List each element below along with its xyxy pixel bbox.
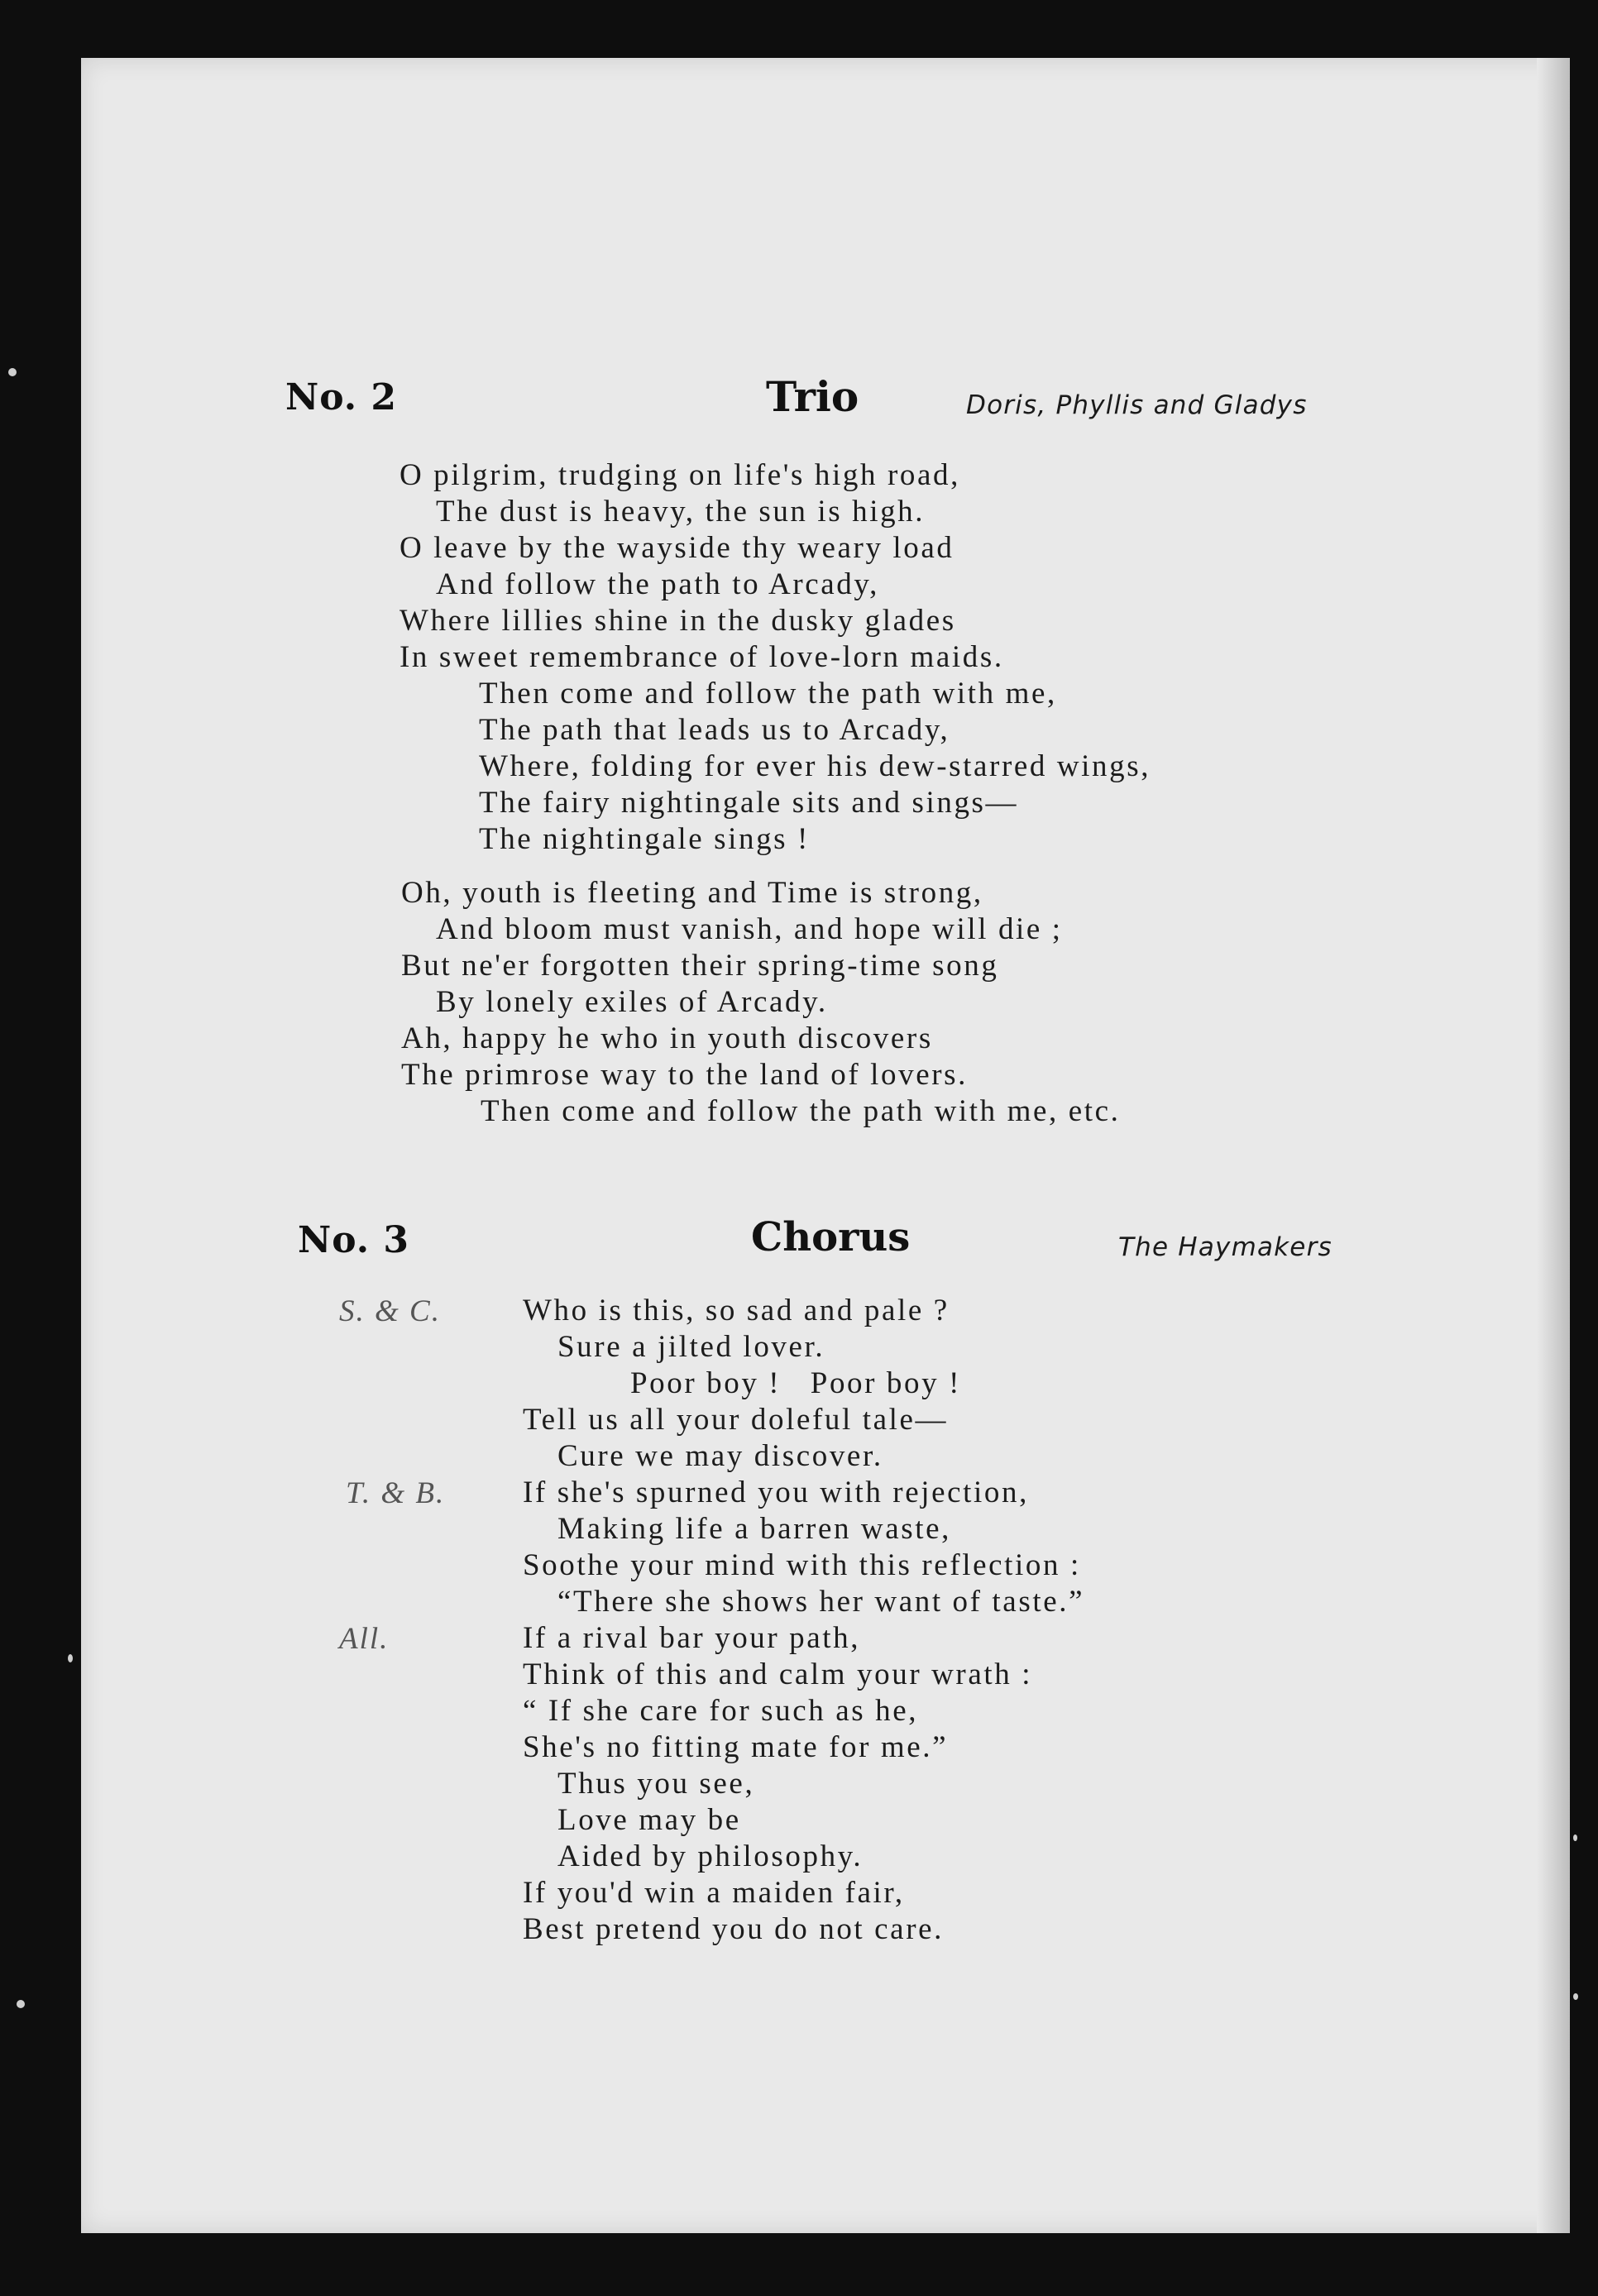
section-performers: Doris, Phyllis and Gladys: [966, 390, 1308, 420]
voice-label: T. & B.: [346, 1476, 446, 1510]
verse-line: Poor boy ! Poor boy !: [630, 1366, 961, 1400]
verse-line: “ If she care for such as he,: [523, 1694, 919, 1728]
verse-line: O pilgrim, trudging on life's high road,: [400, 458, 960, 492]
section-performers: The Haymakers: [1118, 1232, 1332, 1262]
verse-line: If you'd win a maiden fair,: [523, 1876, 905, 1910]
verse-line: Oh, youth is fleeting and Time is strong,: [401, 876, 983, 910]
edge-speck: [1573, 1834, 1577, 1841]
verse-line: Then come and follow the path with me,: [479, 677, 1057, 710]
verse-line: Love may be: [557, 1803, 741, 1837]
verse-line: Ah, happy he who in youth discovers: [401, 1021, 933, 1055]
verse-line: Aided by philosophy.: [557, 1839, 864, 1873]
edge-speck: [8, 368, 17, 376]
section-title: Chorus: [751, 1214, 911, 1260]
voice-label: S. & C.: [339, 1294, 441, 1328]
edge-speck: [1573, 1993, 1578, 2000]
verse-line: “There she shows her want of taste.”: [557, 1585, 1085, 1619]
verse-line: Think of this and calm your wrath :: [523, 1657, 1033, 1691]
verse-line: By lonely exiles of Arcady.: [436, 985, 828, 1019]
section-number: No. 3: [298, 1219, 410, 1261]
verse-line: Then come and follow the path with me, etc.: [481, 1094, 1121, 1128]
verse-line: And follow the path to Arcady,: [436, 567, 879, 601]
verse-line: Making life a barren waste,: [557, 1512, 952, 1546]
verse-line: In sweet remembrance of love-lorn maids.: [400, 640, 1004, 674]
verse-line: Thus you see,: [557, 1767, 755, 1801]
verse-line: Best pretend you do not care.: [523, 1912, 944, 1946]
section-title: Trio: [766, 372, 859, 421]
edge-speck: [68, 1654, 73, 1662]
verse-line: Tell us all your doleful tale—: [523, 1403, 949, 1437]
section-number: No. 2: [285, 376, 398, 419]
verse-line: Where, folding for ever his dew-starred wings,: [479, 749, 1151, 783]
verse-line: And bloom must vanish, and hope will die ;: [436, 912, 1063, 946]
verse-line: She's no fitting mate for me.”: [523, 1730, 949, 1764]
verse-line: The path that leads us to Arcady,: [479, 713, 950, 747]
stanza: [401, 875, 1120, 1130]
verse-line: Sure a jilted lover.: [557, 1330, 825, 1364]
verse-line: Cure we may discover.: [557, 1439, 883, 1473]
verse-line: Where lillies shine in the dusky glades: [400, 604, 956, 638]
page-edge: [1537, 58, 1570, 2233]
verse-line: The dust is heavy, the sun is high.: [436, 495, 926, 529]
voice-label: All.: [339, 1622, 390, 1656]
verse-line: The primrose way to the land of lovers.: [401, 1058, 969, 1092]
verse-line: The nightingale sings !: [479, 822, 810, 856]
stanza: [400, 457, 1151, 858]
verse-line: The fairy nightingale sits and sings—: [479, 786, 1019, 820]
verse-line: Soothe your mind with this reflection :: [523, 1548, 1081, 1582]
verse-line: If a rival bar your path,: [523, 1621, 861, 1655]
edge-speck: [17, 2000, 25, 2008]
verse-line: But ne'er forgotten their spring-time song: [401, 949, 999, 983]
verse-line: Who is this, so sad and pale ?: [523, 1294, 950, 1327]
chorus-lines: [523, 1293, 1084, 1948]
verse-line: O leave by the wayside thy weary load: [400, 531, 954, 565]
verse-line: If she's spurned you with rejection,: [523, 1476, 1029, 1509]
